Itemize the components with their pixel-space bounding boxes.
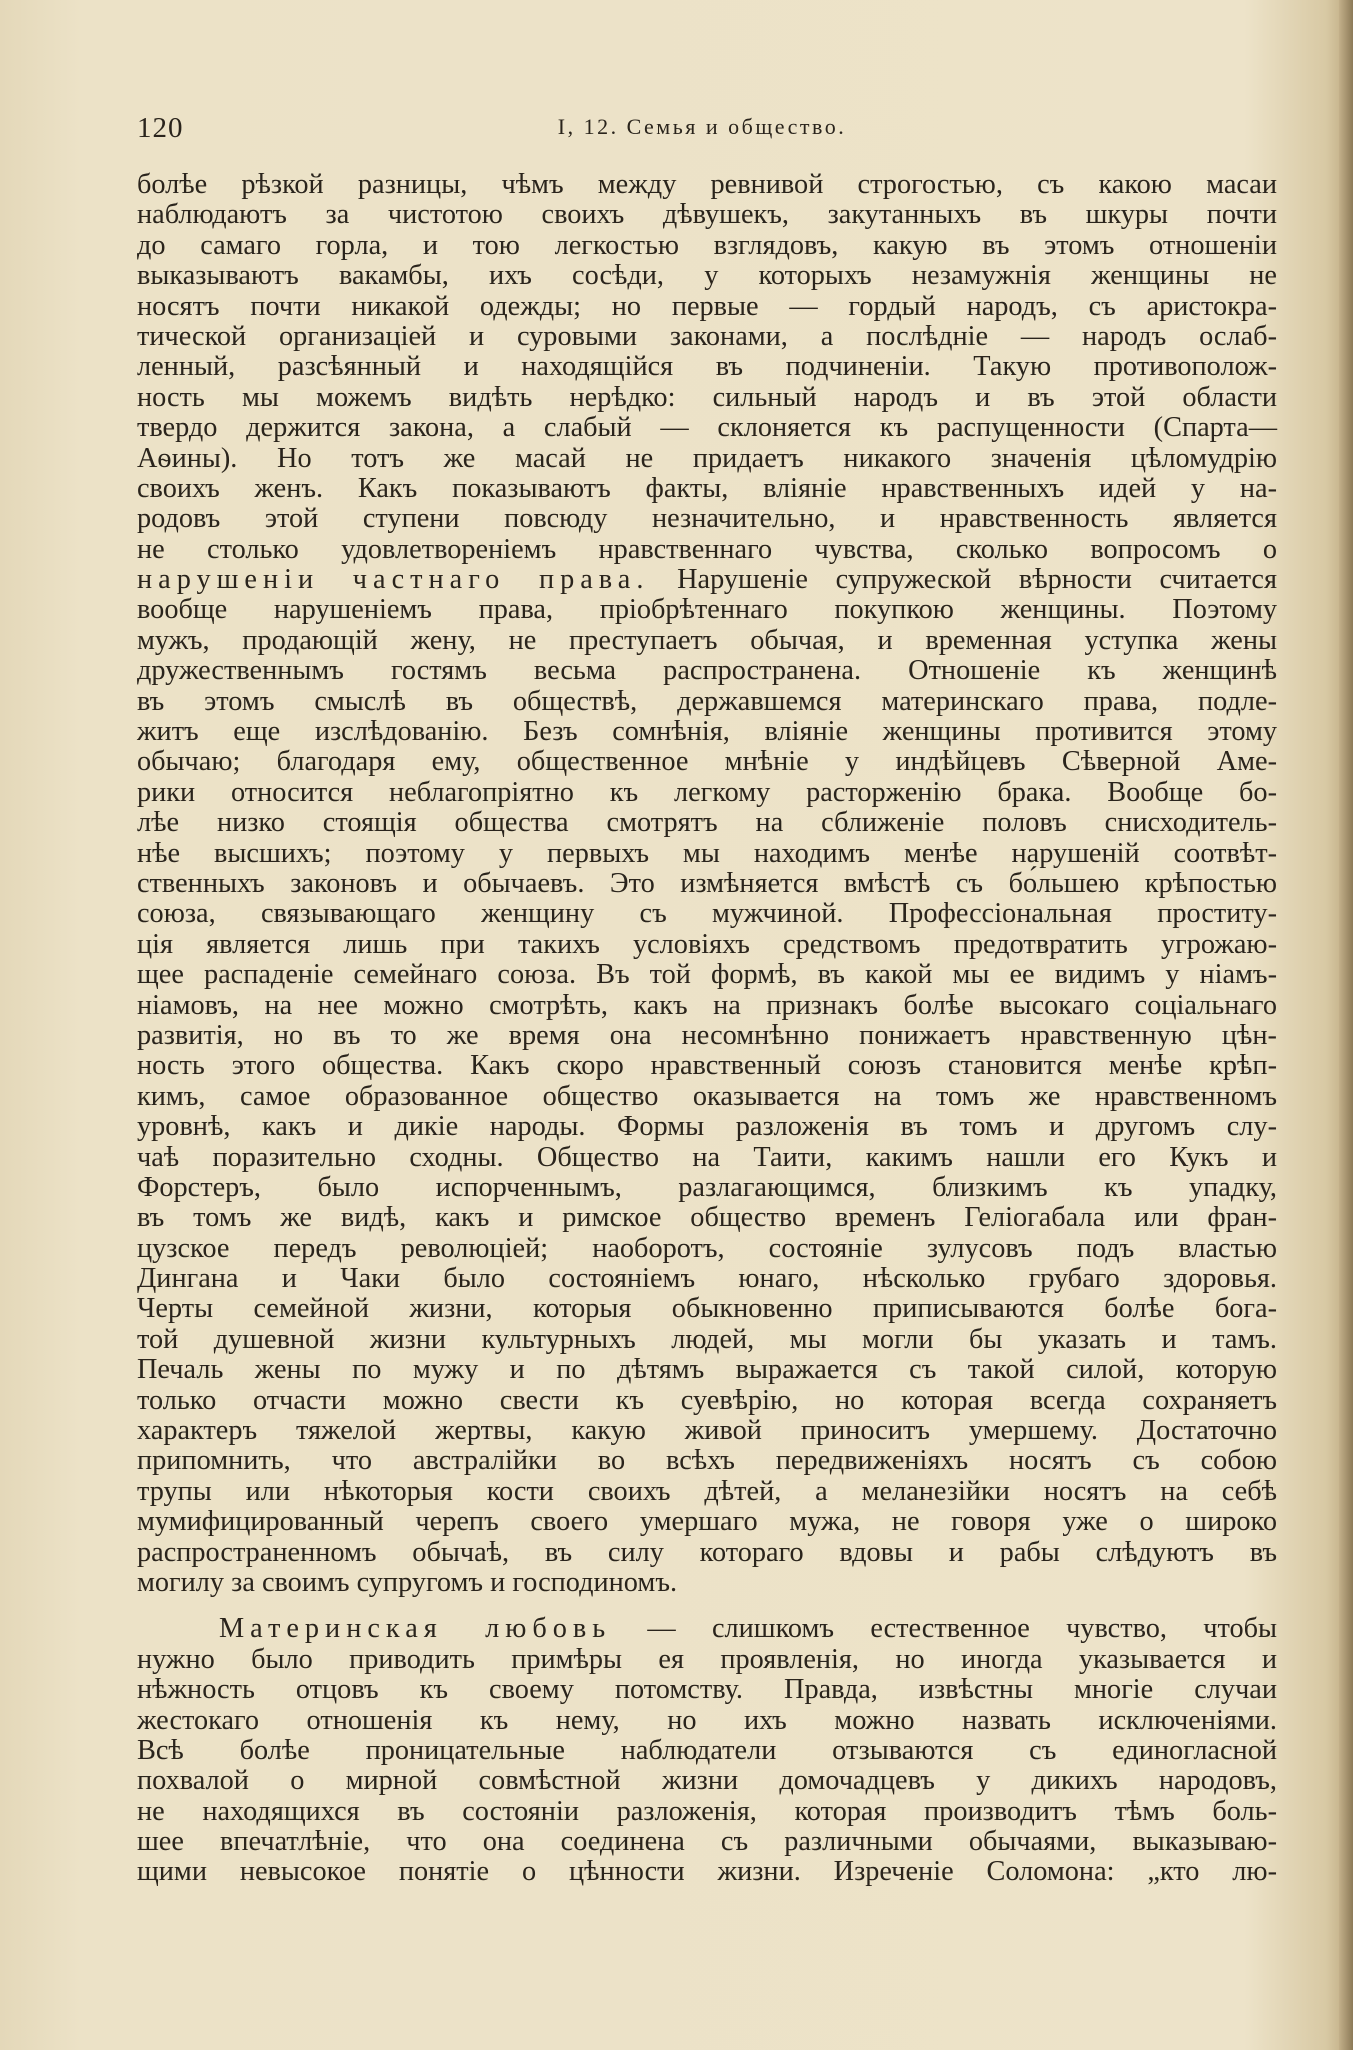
- text-line: въ томъ же видѣ, какъ и римское общество временъ Геліогабала или фран-: [137, 1202, 1277, 1234]
- text-line: уровнѣ, какъ и дикіе народы. Формы разложенія въ томъ и другомъ слу-: [137, 1111, 1277, 1143]
- text-line: нѣжность отцовъ къ своему потомству. Правда, извѣстны многіе случаи: [137, 1674, 1277, 1706]
- text-line: ность мы можемъ видѣть нерѣдко: сильный народъ и въ этой области: [137, 381, 1277, 413]
- text-line: щее распаденіе семейнаго союза. Въ той формѣ, въ какой мы ее видимъ у ніамъ-: [137, 959, 1277, 991]
- text-line: Дингана и Чаки было состояніемъ юнаго, нѣсколько грубаго здоровья.: [137, 1263, 1277, 1295]
- page-header: [137, 112, 1267, 152]
- text-line: жестокаго отношенія къ нему, но ихъ можно назвать исключеніями.: [137, 1704, 1277, 1736]
- text-line: чаѣ поразительно сходны. Общество на Таити, какимъ нашли его Кукъ и: [137, 1141, 1277, 1173]
- text-line: шее впечатлѣніе, что она соединена съ различными обычаями, выказываю-: [137, 1826, 1277, 1858]
- text-line: родовъ этой ступени повсюду незначительно, и нравственность является: [137, 503, 1277, 535]
- text-line: мумифицированный черепъ своего умершаго мужа, не говоря уже о широко: [137, 1506, 1277, 1538]
- text-line: могилу за своимъ супругомъ и господиномъ.: [137, 1566, 678, 1598]
- text-line: ція является лишь при такихъ условіяхъ средствомъ предотвратить угрожаю-: [137, 928, 1277, 960]
- text-line: нѣе высшихъ; поэтому у первыхъ мы находимъ менѣе нарушеній соотвѣт-: [137, 837, 1277, 869]
- text-line: ность этого общества. Какъ скоро нравственный союзъ становится менѣе крѣп-: [137, 1050, 1277, 1082]
- text-line: не находящихся въ состояніи разложенія, которая производитъ тѣмъ боль-: [137, 1795, 1277, 1827]
- text-line: тической организаціей и суровыми законами, а послѣдніе — народъ ослаб-: [137, 320, 1277, 352]
- text-line: Всѣ болѣе проницательные наблюдатели отзываются съ единогласной: [137, 1734, 1277, 1766]
- text-line: Форстеръ, было испорченнымъ, разлагающимся, близкимъ къ упадку,: [137, 1171, 1277, 1203]
- text-line: дружественнымъ гостямъ весьма распространена. Отношеніе къ женщинѣ: [137, 655, 1277, 687]
- text-line: припомнить, что австралійки во всѣхъ передвиженіяхъ носятъ съ собою: [137, 1445, 1277, 1477]
- text-line: щими невысокое понятіе о цѣнности жизни. Изреченіе Соломона: „кто лю-: [137, 1856, 1277, 1888]
- text-line: ленный, разсѣянный и находящійся въ подчиненіи. Такую противополож-: [137, 351, 1277, 383]
- text-line: ственныхъ законовъ и обычаевъ. Это измѣняется вмѣстѣ съ бо́льшею крѣпостью: [137, 867, 1277, 899]
- text-line: болѣе рѣзкой разницы, чѣмъ между ревнивой строгостью, съ какою масаи: [137, 169, 1277, 200]
- text-line: цузское передъ революціей; наоборотъ, состояніе зулусовъ подъ властью: [137, 1232, 1277, 1264]
- text-line: обычаю; благодаря ему, общественное мнѣніе у индѣйцевъ Сѣверной Аме-: [137, 746, 1277, 778]
- text-line: Черты семейной жизни, которыя обыкновенно приписываются болѣе бога-: [137, 1293, 1277, 1325]
- page-number: 120: [137, 112, 184, 144]
- text-line: развитія, но въ то же время она несомнѣнно понижаетъ нравственную цѣн-: [137, 1019, 1277, 1051]
- text-line: вообще нарушеніемъ права, пріобрѣтеннаго покупкою женщины. Поэтому: [137, 594, 1277, 626]
- text-line: только отчасти можно свести къ суевѣрію, но которая всегда сохраняетъ: [137, 1384, 1277, 1416]
- text-line: нужно было приводить примѣры ея проявленія, но иногда указывается и: [137, 1643, 1277, 1675]
- text-line: житъ еще изслѣдованію. Безъ сомнѣнія, вліяніе женщины противится этому: [137, 716, 1277, 748]
- text-line: не столько удовлетвореніемъ нравственнаго чувства, сколько вопросомъ о: [137, 533, 1277, 565]
- text-line: лѣе низко стоящія общества смотрятъ на сближеніе половъ снисходитель-: [137, 807, 1277, 839]
- text-line: своихъ женъ. Какъ показываютъ факты, вліяніе нравственныхъ идей у на-: [137, 472, 1277, 504]
- running-head: I, 12. Семья и общество.: [557, 114, 847, 139]
- text-line: носятъ почти никакой одежды; но первые — гордый народъ, съ аристокра-: [137, 290, 1277, 322]
- spaced-emphasis: Материнская любовь: [219, 1613, 612, 1645]
- text-line: до самаго горла, и тою легкостью взглядовъ, какую въ этомъ отношеніи: [137, 229, 1277, 261]
- spaced-emphasis: нарушеніи частнаго права.: [137, 564, 650, 596]
- text-line: трупы или нѣкоторыя кости своихъ дѣтей, а меланезійки носятъ на себѣ: [137, 1475, 1277, 1507]
- text-line: въ этомъ смыслѣ въ обществѣ, державшемся материнскаго права, подле-: [137, 685, 1277, 717]
- text-line: союза, связывающаго женщину съ мужчиной. Профессіональная проститу-: [137, 898, 1277, 930]
- text-line: Печаль жены по мужу и по дѣтямъ выражается съ такой силой, которую: [137, 1354, 1277, 1386]
- text-line: Материнская любовь — слишкомъ естественное чувство, чтобы: [219, 1613, 1278, 1645]
- text-line: кимъ, самое образованное общество оказывается на томъ же нравственномъ: [137, 1080, 1277, 1112]
- text-line: ніамовъ, на нее можно смотрѣть, какъ на признакъ болѣе высокаго соціальнаго: [137, 989, 1277, 1021]
- paragraph-gap: [137, 1598, 1277, 1614]
- text-line: похвалой о мирной совмѣстной жизни домочадцевъ у дикихъ народовъ,: [137, 1765, 1277, 1797]
- text-line: твердо держится закона, а слабый — склоняется къ распущенности (Спарта—: [137, 412, 1277, 444]
- text-line: той душевной жизни культурныхъ людей, мы могли бы указать и тамъ.: [137, 1323, 1277, 1355]
- text-line: выказываютъ вакамбы, ихъ сосѣди, у которыхъ незамужнія женщины не: [137, 260, 1277, 292]
- page-edge: [1339, 0, 1353, 2050]
- text-line: распространенномъ обычаѣ, въ силу котораго вдовы и рабы слѣдуютъ въ: [137, 1536, 1277, 1568]
- text-line: нарушеніи частнаго права. Нарушеніе супружеской вѣрности считается: [137, 564, 1278, 596]
- text-line: мужъ, продающій жену, не преступаетъ обычая, и временная уступка жены: [137, 624, 1277, 656]
- text-line: наблюдаютъ за чистотою своихъ дѣвушекъ, закутанныхъ въ шкуры почти: [137, 199, 1277, 231]
- text-line: характеръ тяжелой жертвы, какую живой приноситъ умершему. Достаточно: [137, 1415, 1277, 1447]
- text-line: Аѳины). Но тотъ же масай не придаетъ никакого значенія цѣломудрію: [137, 442, 1277, 474]
- body-text: [137, 170, 1277, 1888]
- text-line: рики относится неблагопріятно къ легкому расторженію брака. Вообще бо-: [137, 776, 1277, 808]
